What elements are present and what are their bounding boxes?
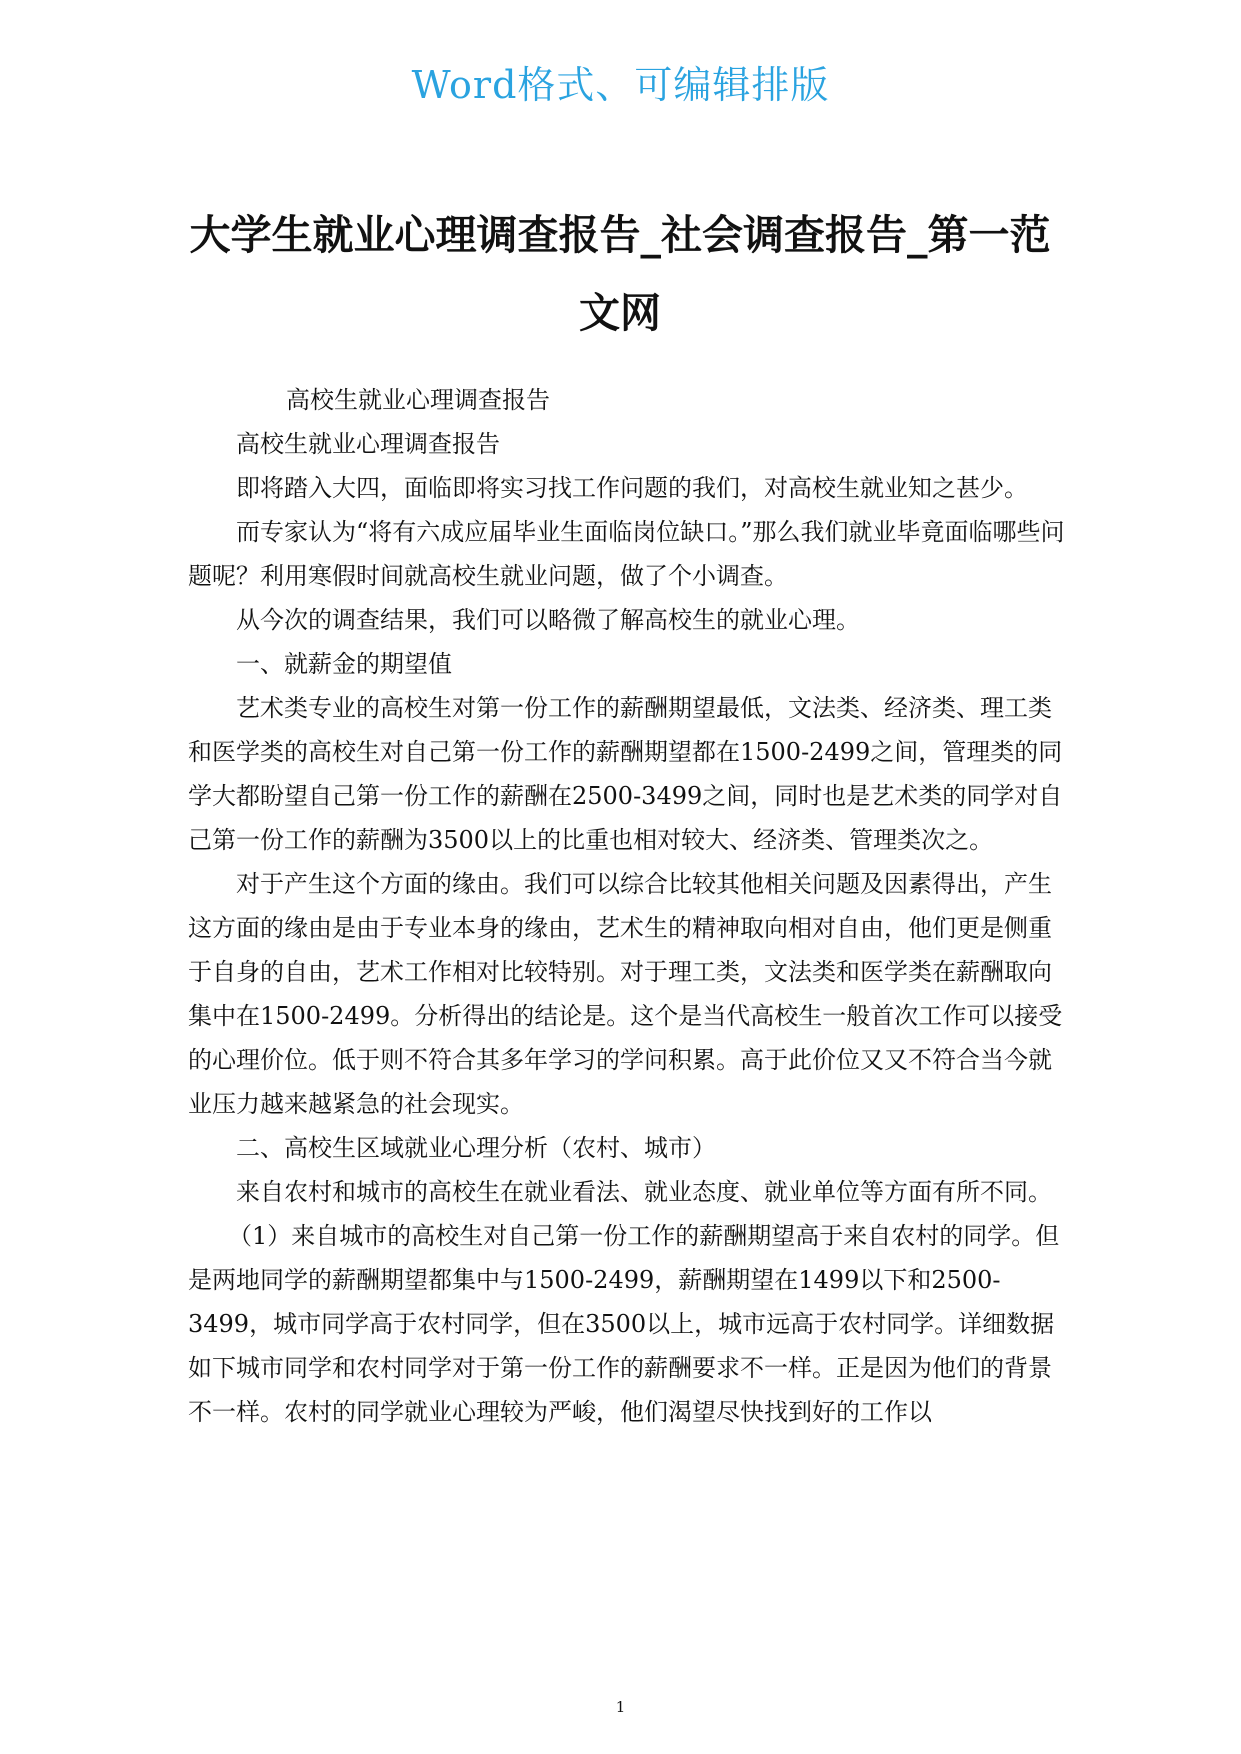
- paragraph: 艺术类专业的高校生对第一份工作的薪酬期望最低，文法类、经济类、理工类和医学类的高校生对自己第一份工作的薪酬期望都在1500-2499之间，管理类的同学大都盼望自己第一份工作的薪酬在2500-3499之间，同时也是艺术类的同学对自己第一份工作的薪酬为3500以上的比重也相对较大、经济类、管理类次之。: [188, 694, 1063, 854]
- paragraph: （1）来自城市的高校生对自己第一份工作的薪酬期望高于来自农村的同学。但是两地同学的薪酬期望都集中与1500-2499，薪酬期望在1499以下和2500-3499，城市同学高于农村同学，但在3500以上，城市远高于农村同学。详细数据如下城市同学和农村同学对于第一份工作的薪酬要求不一样。正是因为他们的背景不一样。农村的同学就业心理较为严峻，他们渴望尽快找到好的工作以: [188, 1222, 1060, 1426]
- paragraph: 即将踏入大四，面临即将实习找工作问题的我们，对高校生就业知之甚少。: [236, 474, 1028, 502]
- paragraph: 对于产生这个方面的缘由。我们可以综合比较其他相关问题及因素得出，产生这方面的缘由是由于专业本身的缘由，艺术生的精神取向相对自由，他们更是侧重于自身的自由，艺术工作相对比较特别。对于理工类，文法类和医学类在薪酬取向集中在1500-2499。分析得出的结论是。这个是当代高校生一般首次工作可以接受的心理价位。低于则不符合其多年学习的学问积累。高于此价位又又不符合当今就业压力越来越紧急的社会现实。: [188, 870, 1063, 1118]
- paragraph: 从今次的调查结果，我们可以略微了解高校生的就业心理。: [236, 606, 860, 634]
- page-number: 1: [615, 1698, 626, 1716]
- section-heading-1: 一、就薪金的期望值: [236, 650, 452, 678]
- paragraph: 而专家认为“将有六成应届毕业生面临岗位缺口。”那么我们就业毕竟面临哪些问题呢？利用寒假时间就高校生就业问题，做了个小调查。: [188, 518, 1065, 590]
- document-title: 大学生就业心理调查报告_社会调查报告_第一范文网: [189, 211, 1051, 337]
- paragraph-subtitle-1: 高校生就业心理调查报告: [286, 386, 550, 414]
- paragraph-subtitle-2: 高校生就业心理调查报告: [236, 430, 500, 458]
- document-body: [188, 378, 1070, 1434]
- paragraph: 来自农村和城市的高校生在就业看法、就业态度、就业单位等方面有所不同。: [236, 1178, 1052, 1206]
- header-banner: Word格式、可编辑排版: [411, 63, 830, 107]
- section-heading-2: 二、高校生区域就业心理分析（农村、城市）: [236, 1134, 716, 1162]
